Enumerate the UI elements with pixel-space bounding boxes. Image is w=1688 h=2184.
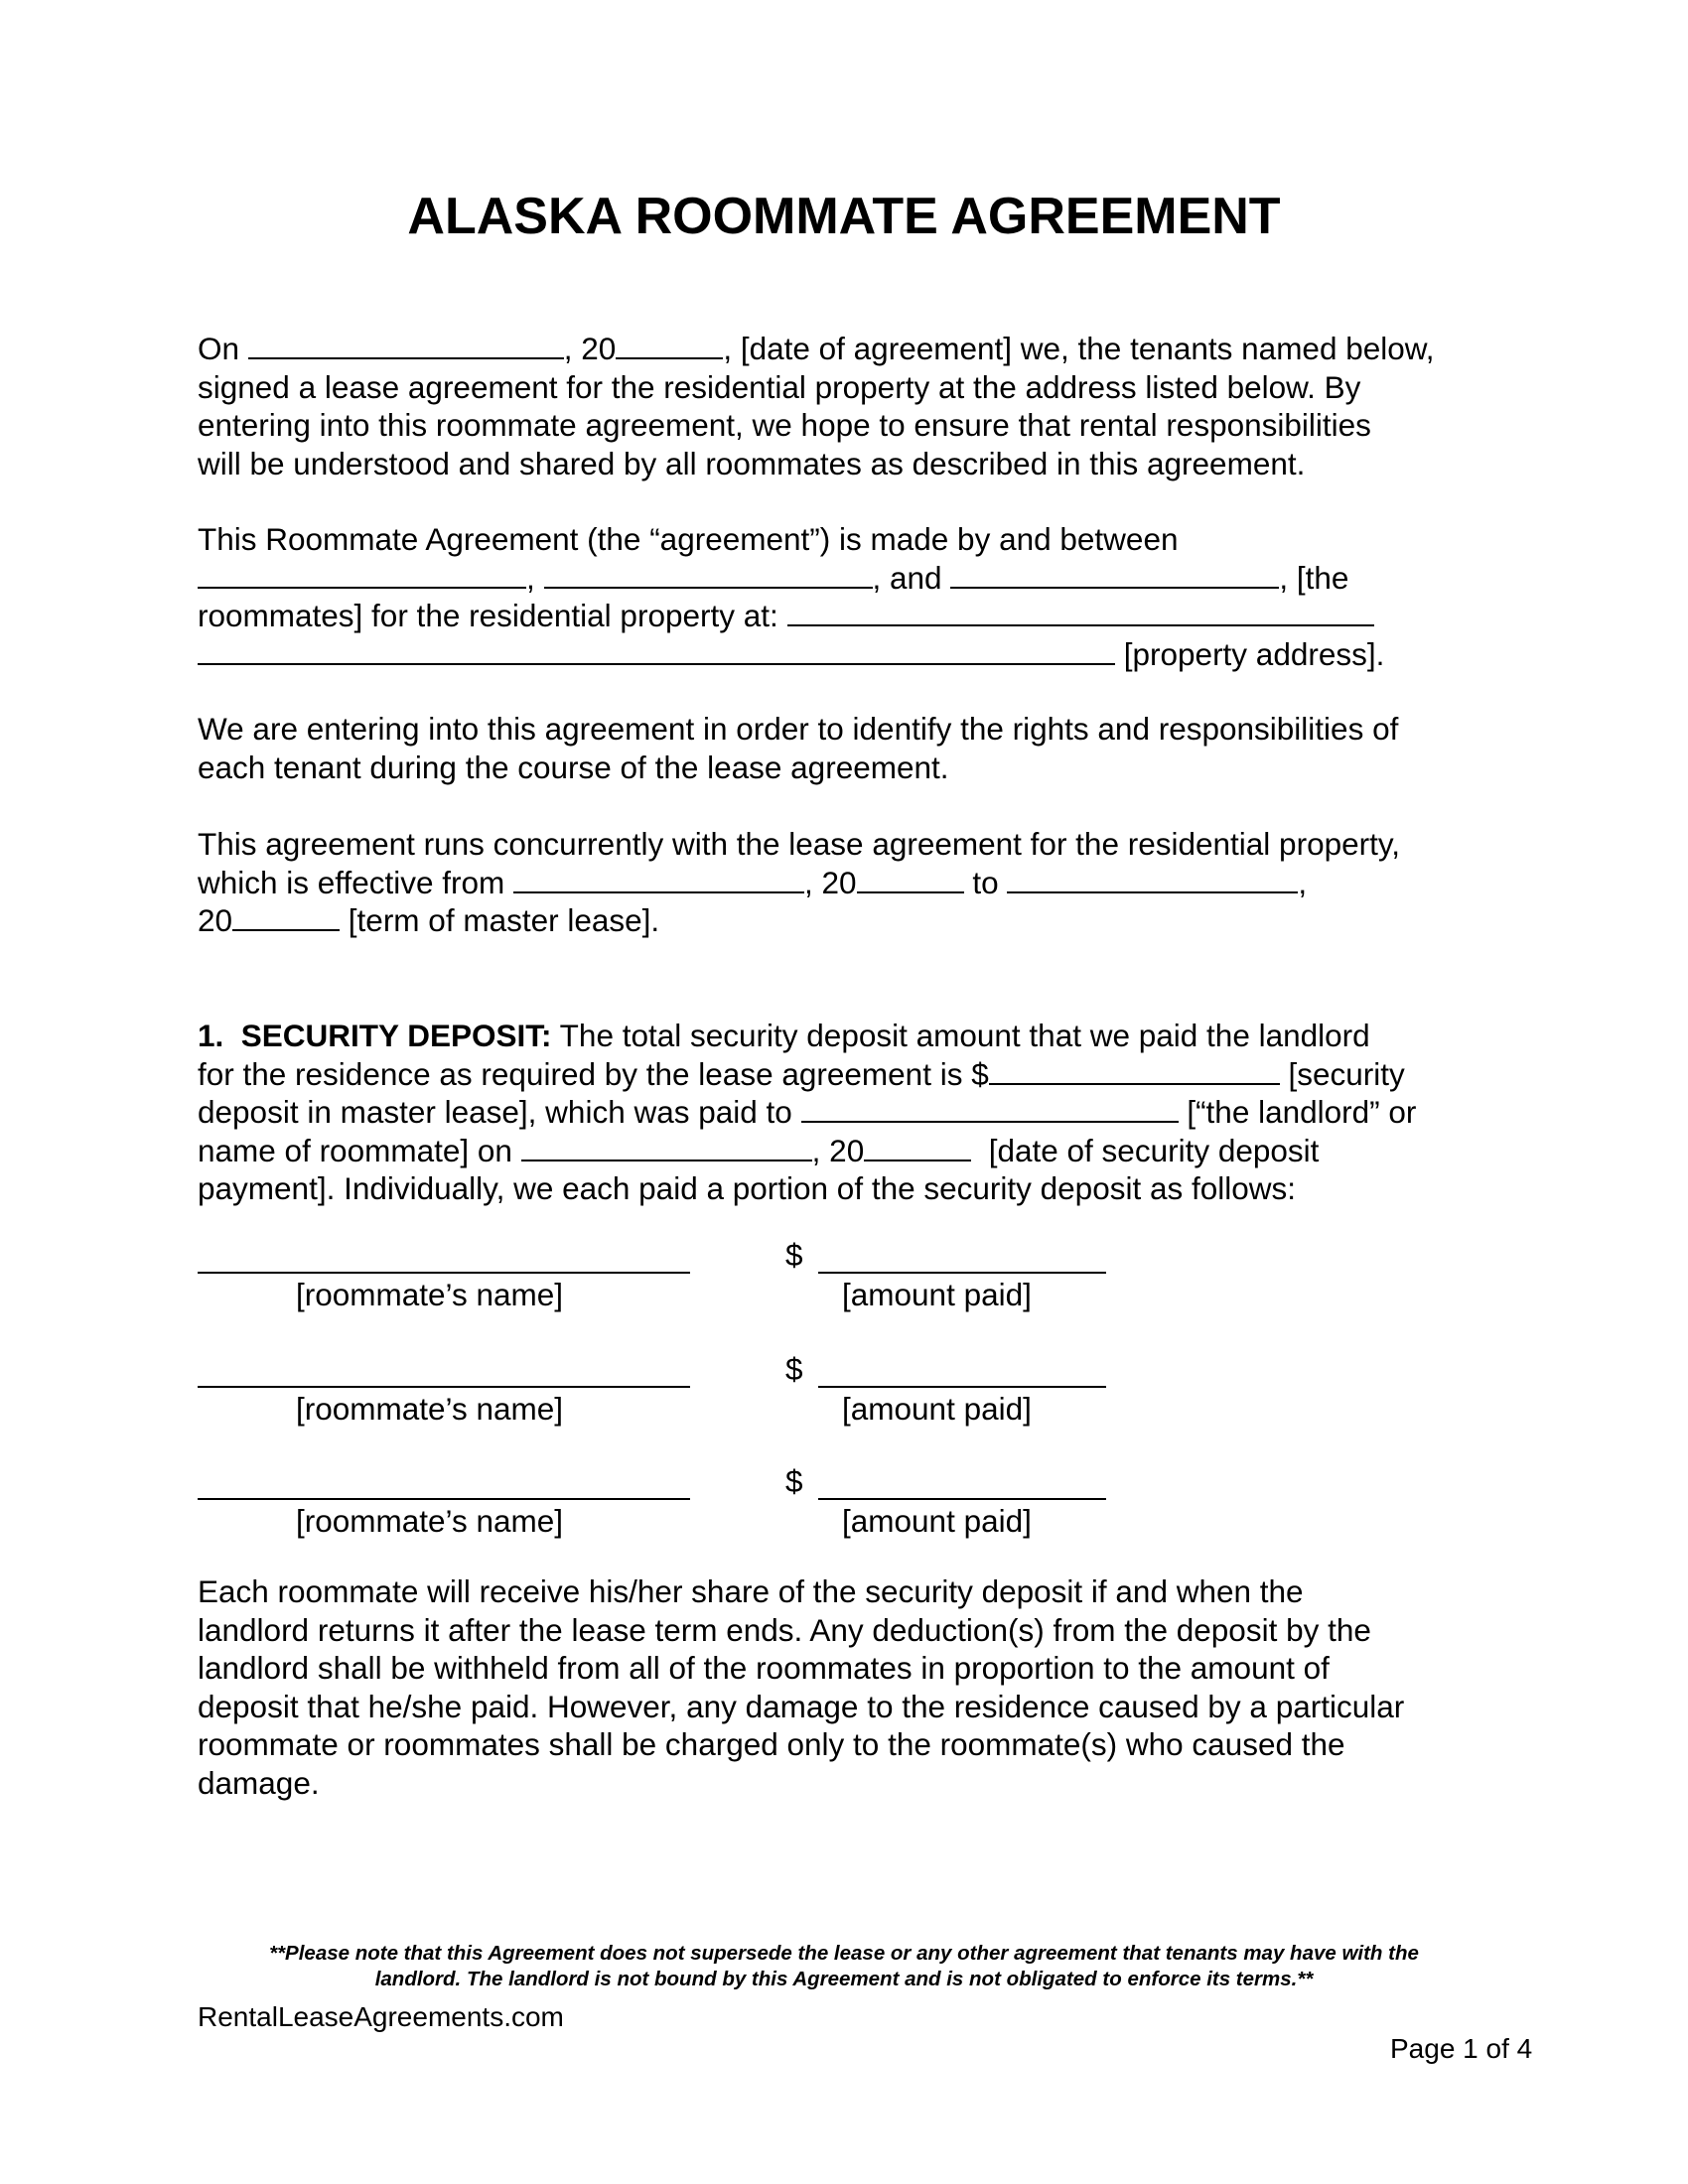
security-line-2 bbox=[198, 1055, 1498, 1094]
parties-text: , [the bbox=[1279, 559, 1349, 596]
security-deposit-section bbox=[198, 1017, 1498, 1208]
security-line-5: payment]. Individually, we each paid a portion of the security deposit as follows: bbox=[198, 1170, 1297, 1206]
intro-line-4: will be understood and shared by all roommates as described in this agreement. bbox=[198, 445, 1306, 481]
amount-paid-label: [amount paid] bbox=[842, 1277, 1032, 1312]
agreement-year-field[interactable] bbox=[616, 334, 723, 359]
section-heading: 1. SECURITY DEPOSIT: bbox=[198, 1018, 552, 1053]
amount-paid-line[interactable] bbox=[818, 1498, 1106, 1500]
roommate-2-name-field[interactable] bbox=[544, 563, 873, 589]
parties-text: [property address]. bbox=[1115, 635, 1385, 672]
intro-text: On bbox=[198, 331, 248, 366]
security-line-4 bbox=[198, 1132, 1498, 1170]
amount-paid-label: [amount paid] bbox=[842, 1391, 1032, 1427]
refund-line-4: deposit that he/she paid. However, any damage to the residence caused by a particular bbox=[198, 1688, 1405, 1724]
page-number: Page 1 of 4 bbox=[1390, 2033, 1533, 2064]
security-text: [“the landlord” or bbox=[1178, 1094, 1417, 1130]
security-line-3 bbox=[198, 1093, 1498, 1132]
security-text: deposit in master lease], which was paid to bbox=[198, 1094, 801, 1130]
intro-line-3: entering into this roommate agreement, we hope to ensure that rental responsibilities bbox=[198, 407, 1371, 443]
agreement-date-field[interactable] bbox=[248, 334, 564, 359]
refund-line-2: landlord returns it after the lease term ends. Any deduction(s) from the deposit by the bbox=[198, 1611, 1371, 1648]
disclaimer-note bbox=[149, 1941, 1539, 1992]
intro-line-2: signed a lease agreement for the residential property at the address listed below. By bbox=[198, 368, 1361, 405]
roommate-name-signature-line[interactable] bbox=[198, 1498, 690, 1500]
intro-line-1 bbox=[198, 330, 1498, 368]
refund-paragraph bbox=[198, 1572, 1498, 1802]
lease-start-date-field[interactable] bbox=[513, 868, 804, 893]
security-text: name of roommate] on bbox=[198, 1132, 521, 1168]
dollar-sign: $ bbox=[785, 1463, 803, 1499]
term-line-2 bbox=[198, 864, 1498, 902]
property-address-field-1[interactable] bbox=[787, 601, 1374, 626]
parties-line-4 bbox=[198, 635, 1498, 674]
deposit-date-field[interactable] bbox=[521, 1136, 812, 1161]
roommate-1-name-field[interactable] bbox=[198, 563, 526, 589]
roommate-name-signature-line[interactable] bbox=[198, 1272, 690, 1274]
term-line-3 bbox=[198, 901, 1498, 940]
refund-line-1: Each roommate will receive his/her share of the security deposit if and when the bbox=[198, 1573, 1304, 1609]
deposit-paid-to-field[interactable] bbox=[801, 1097, 1179, 1123]
term-text: 20 bbox=[198, 902, 233, 938]
roommate-3-name-field[interactable] bbox=[950, 563, 1279, 589]
intro-text: , 20 bbox=[563, 331, 617, 366]
refund-line-5: roommate or roommates shall be charged only to the roommate(s) who caused the bbox=[198, 1726, 1345, 1762]
amount-paid-label: [amount paid] bbox=[842, 1503, 1032, 1539]
parties-paragraph bbox=[198, 520, 1498, 673]
deposit-amount-field[interactable] bbox=[989, 1059, 1280, 1085]
lease-end-date-field[interactable] bbox=[1007, 868, 1298, 893]
refund-line-6: damage. bbox=[198, 1764, 320, 1801]
parties-text: , and bbox=[872, 559, 951, 596]
dollar-sign: $ bbox=[785, 1351, 803, 1387]
security-text: for the residence as required by the lease agreement is $ bbox=[198, 1055, 989, 1092]
purpose-line-2: each tenant during the course of the lease agreement. bbox=[198, 749, 949, 785]
term-text: which is effective from bbox=[198, 864, 514, 900]
security-text: , 20 bbox=[811, 1132, 865, 1168]
security-text: [date of security deposit bbox=[971, 1132, 1320, 1168]
security-text: The total security deposit amount that we paid the landlord bbox=[551, 1018, 1370, 1053]
term-text: , bbox=[1298, 864, 1308, 900]
purpose-paragraph bbox=[198, 710, 1498, 786]
lease-end-year-field[interactable] bbox=[232, 905, 340, 931]
parties-line-2 bbox=[198, 559, 1498, 598]
term-line-1: This agreement runs concurrently with the lease agreement for the residential property, bbox=[198, 826, 1401, 862]
roommate-name-signature-line[interactable] bbox=[198, 1386, 690, 1388]
security-text: [security bbox=[1279, 1055, 1405, 1092]
deposit-year-field[interactable] bbox=[864, 1136, 971, 1161]
term-text: to bbox=[963, 864, 1008, 900]
intro-text: , [date of agreement] we, the tenants named below, bbox=[723, 331, 1435, 366]
footer-website: RentalLeaseAgreements.com bbox=[198, 2001, 564, 2032]
amount-paid-line[interactable] bbox=[818, 1386, 1106, 1388]
parties-line-3 bbox=[198, 597, 1498, 635]
roommate-name-label: [roommate’s name] bbox=[296, 1503, 564, 1539]
intro-paragraph bbox=[198, 330, 1498, 482]
parties-line-1: This Roommate Agreement (the “agreement”) is made by and between bbox=[198, 521, 1179, 557]
term-text: , 20 bbox=[804, 864, 857, 900]
roommate-name-label: [roommate’s name] bbox=[296, 1277, 564, 1312]
purpose-line-1: We are entering into this agreement in order to identify the rights and responsibilities of bbox=[198, 711, 1399, 747]
roommate-name-label: [roommate’s name] bbox=[296, 1391, 564, 1427]
parties-text: roommates] for the residential property at: bbox=[198, 598, 787, 633]
page-title: ALASKA ROOMMATE AGREEMENT bbox=[407, 188, 1281, 245]
disclaimer-line-2: landlord. The landlord is not bound by this Agreement and is not obligated to enforce its terms.** bbox=[374, 1968, 1314, 1990]
property-address-field-2[interactable] bbox=[198, 639, 1115, 665]
security-line-1 bbox=[198, 1017, 1498, 1055]
refund-line-3: landlord shall be withheld from all of the roommates in proportion to the amount of bbox=[198, 1650, 1330, 1686]
term-text: [term of master lease]. bbox=[340, 902, 660, 938]
lease-start-year-field[interactable] bbox=[857, 868, 964, 893]
disclaimer-line-1: **Please note that this Agreement does not supersede the lease or any other agreement that tenants may have with the bbox=[269, 1942, 1419, 1965]
term-paragraph bbox=[198, 825, 1498, 940]
parties-text: , bbox=[526, 559, 544, 596]
amount-paid-line[interactable] bbox=[818, 1272, 1106, 1274]
dollar-sign: $ bbox=[785, 1237, 803, 1273]
